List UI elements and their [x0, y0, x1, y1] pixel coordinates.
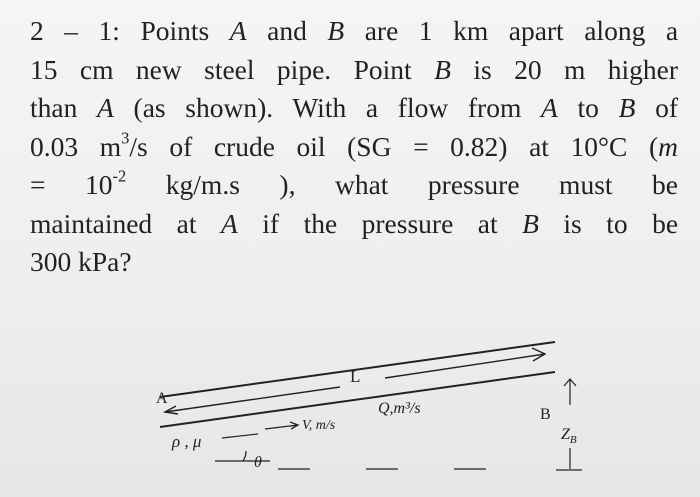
pipe-diagram: [0, 330, 700, 497]
label-angle: θ: [254, 454, 262, 471]
problem-line-5: = $10^{-2}$ kg/m.s ), what pressure must be: [30, 166, 679, 200]
density-leader-line: [222, 434, 258, 438]
label-point-a: A: [156, 390, 168, 407]
length-arrow-left: [165, 387, 340, 412]
problem-line-2: 15 cm new steel pipe. Point B is 20 m higher: [30, 53, 679, 85]
problem-line-4: 0.03 $m^3/s$ of crude oil (SG = 0.82) at 10°C (m: [30, 128, 679, 162]
label-elevation-zb: $Z_B$: [561, 426, 577, 446]
problem-line-1: 2 – 1: Points A and B are 1 km apart along a: [30, 15, 679, 46]
label-flow-rate: Q,m³/s: [378, 400, 421, 417]
length-arrow-right: [385, 354, 545, 378]
problem-line-6: maintained at A if the pressure at B is to be: [30, 207, 679, 239]
label-velocity: V, m/s: [302, 418, 336, 433]
label-density-viscosity: ρ , μ: [172, 432, 202, 451]
problem-number: 2 – 1:: [30, 15, 120, 46]
label-point-b: B: [540, 406, 551, 423]
problem-line-7: 300 kPa?: [30, 246, 132, 277]
label-length: L: [350, 367, 361, 386]
problem-statement: [30, 12, 678, 282]
angle-arc: [243, 451, 246, 461]
problem-line-3: than A (as shown). With a flow from A to B of: [30, 92, 679, 123]
